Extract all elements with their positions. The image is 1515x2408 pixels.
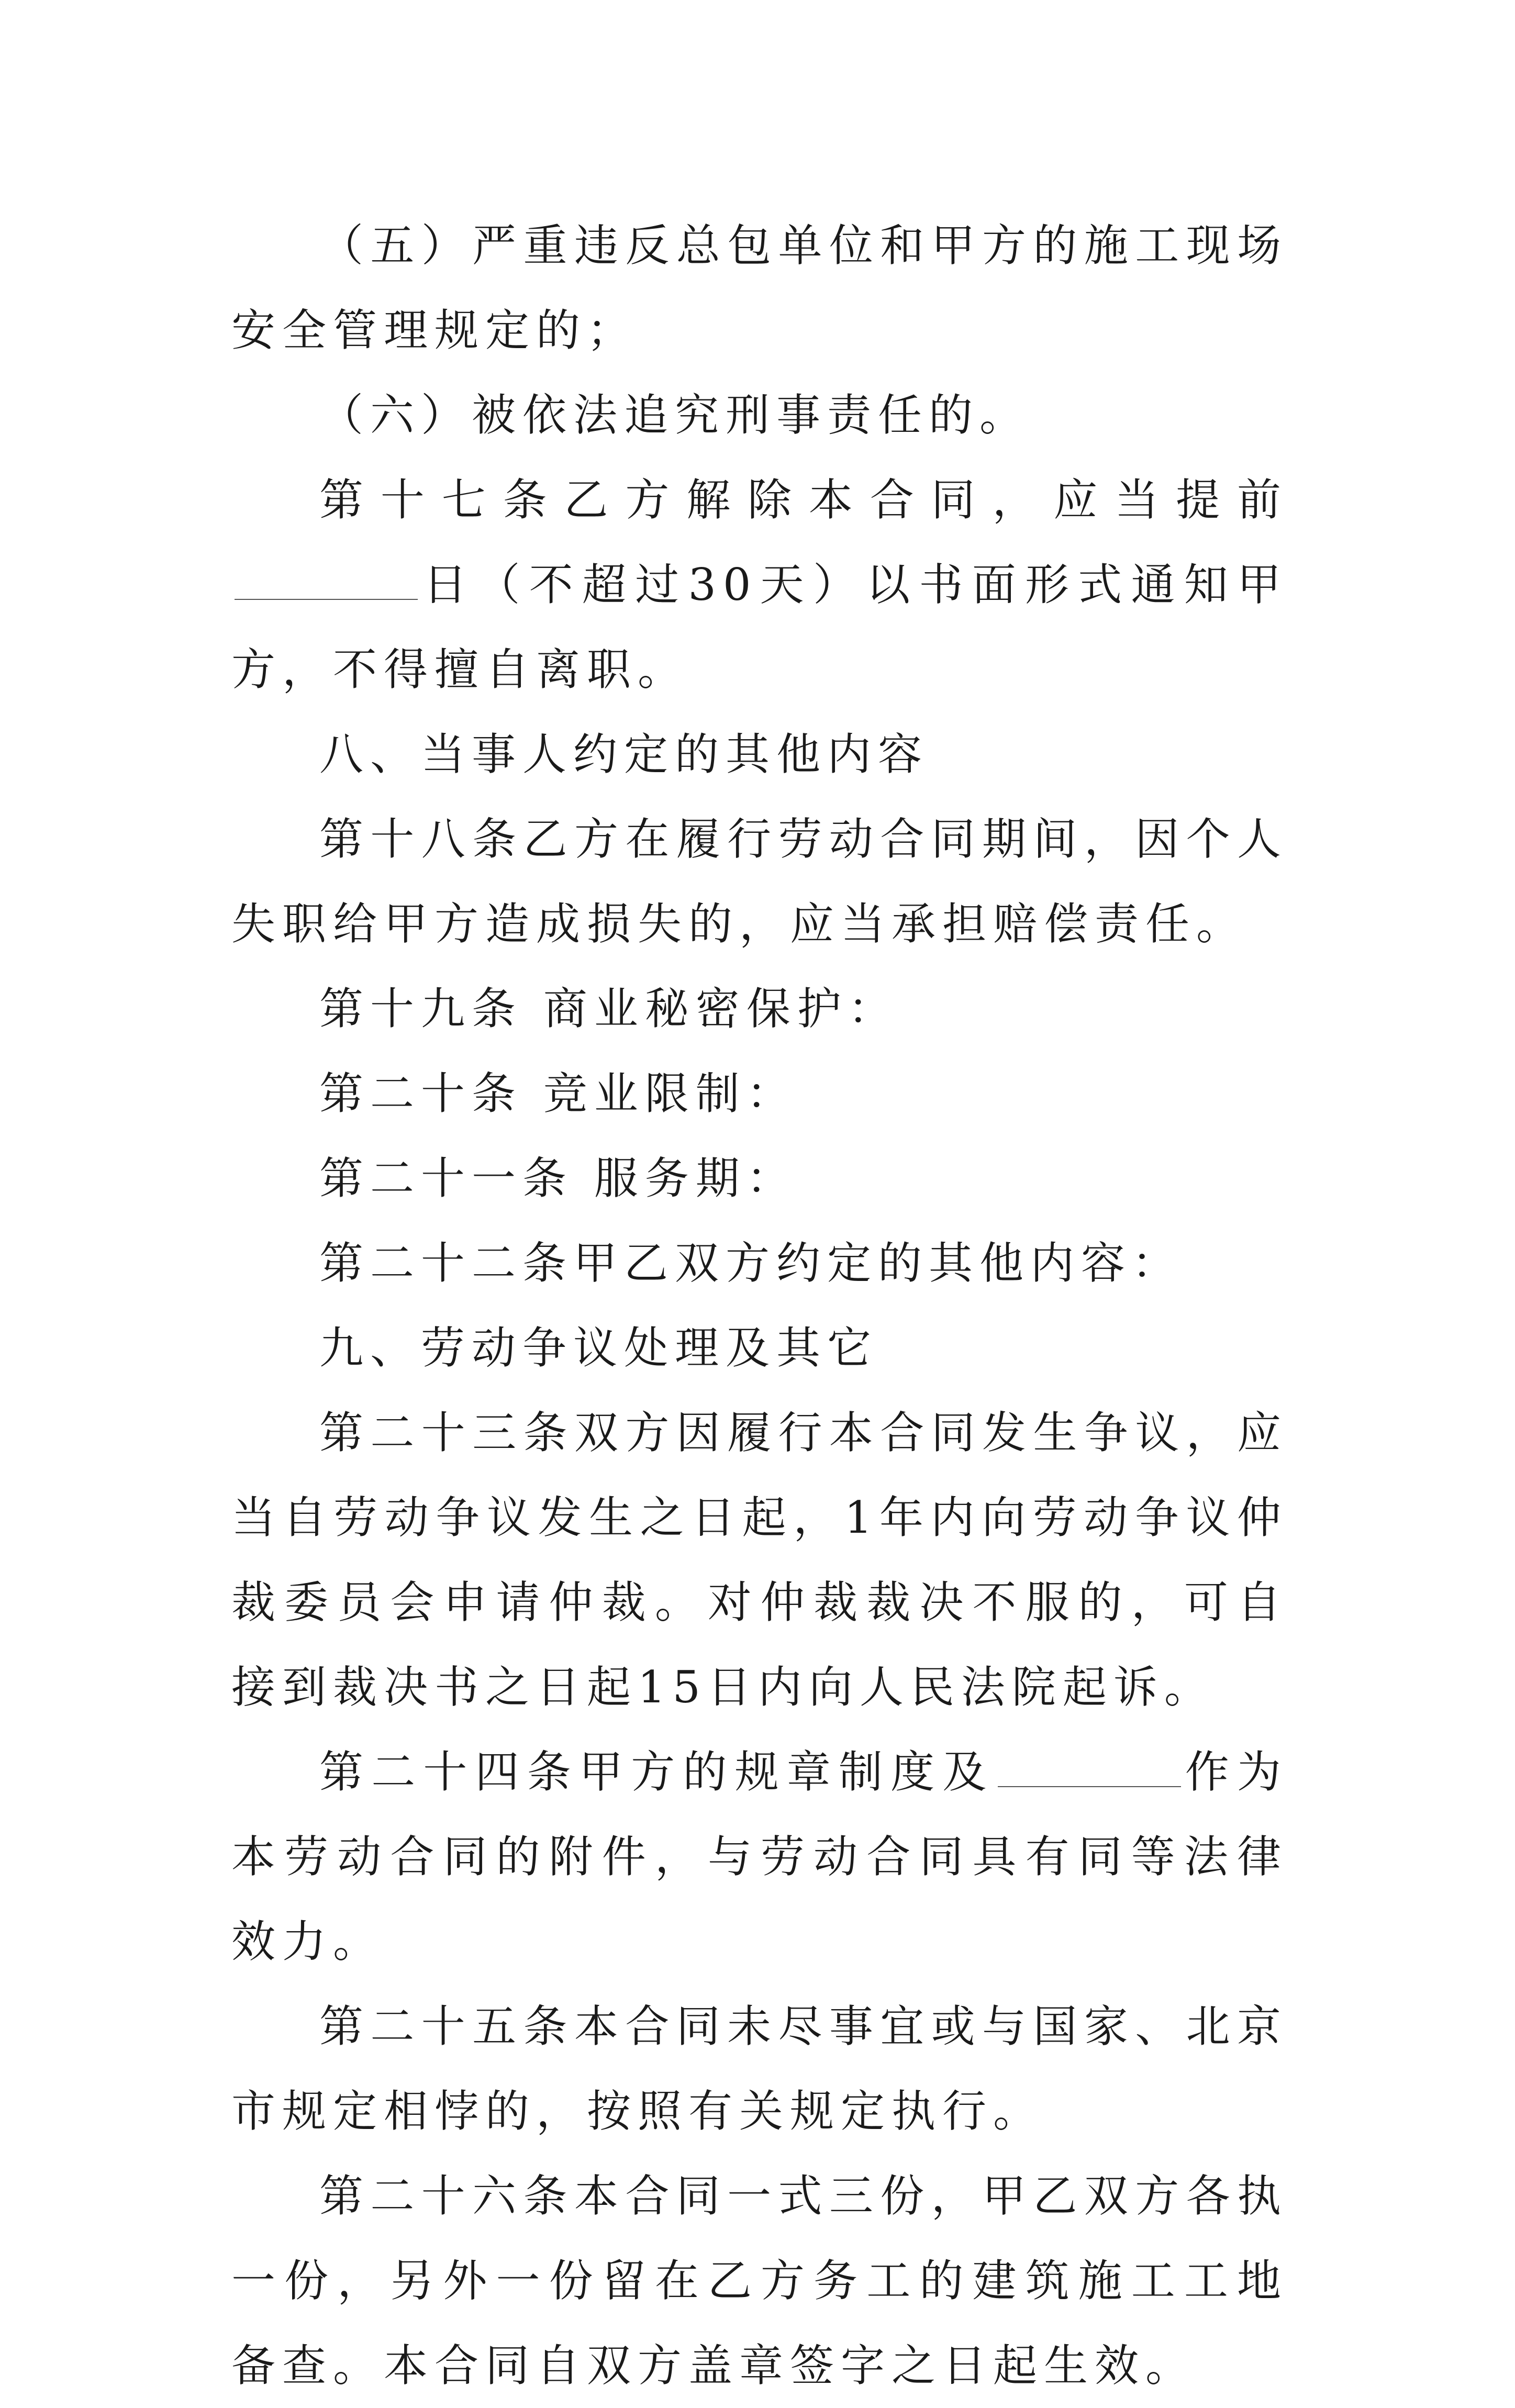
clause-25: 第二十五条本合同未尽事宜或与国家、北京市规定相悖的，按照有关规定执行。 bbox=[231, 2001, 1288, 2137]
clause-24: 第二十四条甲方的规章制度及 作为本劳动合同的附件，与劳动合同具有同等法律效力。 bbox=[231, 1746, 1288, 1967]
section-8-heading: 八、当事人约定的其他内容 bbox=[319, 729, 929, 780]
attachment-blank bbox=[998, 1755, 1181, 1787]
clause-19: 第十九条 商业秘密保护： bbox=[319, 983, 899, 1034]
clause-20: 第二十条 竞业限制： bbox=[319, 1068, 797, 1119]
clause-21: 第二十一条 服务期： bbox=[319, 1153, 797, 1204]
clause-22: 第二十二条甲乙双方约定的其他内容： bbox=[319, 1238, 1183, 1289]
clause-26: 第二十六条本合同一式三份，甲乙双方各执一份，另外一份留在乙方务工的建筑施工工地备查。本合同自双方盖章签字之日起生效。 bbox=[231, 2170, 1288, 2391]
notice-days-blank bbox=[235, 567, 418, 600]
document-body bbox=[231, 203, 1288, 2408]
clause-16-item-5: （五）严重违反总包单位和甲方的施工现场安全管理规定的； bbox=[231, 220, 1288, 356]
section-9-heading: 九、劳动争议处理及其它 bbox=[319, 1322, 878, 1374]
clause-18: 第十八条乙方在履行劳动合同期间，因个人失职给甲方造成损失的，应当承担赔偿责任。 bbox=[231, 813, 1288, 950]
clause-23: 第二十三条双方因履行本合同发生争议，应当自劳动争议发生之日起，1年内向劳动争议仲裁委员会申请仲裁。对仲裁裁决不服的，可自接到裁决书之日起15日内向人民法院起诉。 bbox=[231, 1407, 1288, 1713]
clause-17: 第十七条乙方解除本合同，应当提前日（不超过30天）以书面形式通知甲方，不得擅自离职。 bbox=[231, 474, 1288, 695]
clause-16-item-6: （六）被依法追究刑事责任的。 bbox=[319, 389, 1031, 441]
